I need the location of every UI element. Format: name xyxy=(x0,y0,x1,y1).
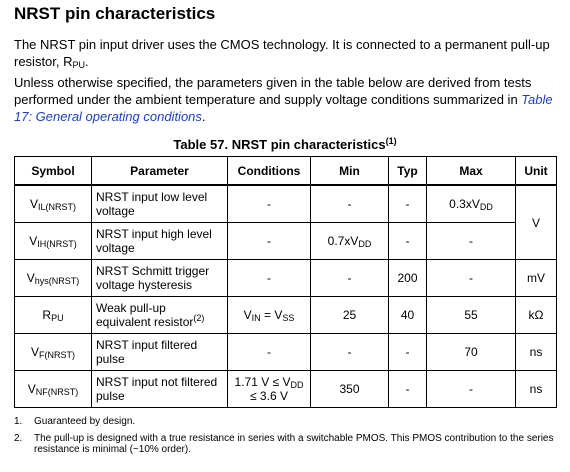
cell-typ: - xyxy=(389,334,427,371)
cell-unit: ns xyxy=(516,371,557,408)
section-heading: NRST pin characteristics xyxy=(14,4,216,23)
cell-max: 55 xyxy=(427,297,516,334)
intro-paragraph xyxy=(14,36,554,70)
cell-parameter: NRST input high level voltage xyxy=(92,223,228,260)
conditions-part-a: V xyxy=(243,308,252,322)
intro-text: The NRST pin input driver uses the CMOS technology. It is connected to a permanent pull-up resistor, R xyxy=(14,37,550,69)
conditions-part-a: 1.71 V ≤ V xyxy=(234,375,291,389)
cell-max: - xyxy=(427,371,516,408)
cell-max: - xyxy=(427,260,516,297)
cell-unit: mV xyxy=(516,260,557,297)
cell-min: 350 xyxy=(311,371,389,408)
cell-unit: V xyxy=(516,185,557,260)
symbol-base: V xyxy=(30,345,39,359)
table-row xyxy=(15,297,557,334)
parameter-text: Weak pull-up equivalent resistor xyxy=(96,301,194,329)
nrst-characteristics-table xyxy=(14,156,557,408)
min-base: 0.7xV xyxy=(327,234,359,248)
conditions-tail: . xyxy=(201,109,206,124)
footnote-item xyxy=(14,433,559,455)
symbol-subscript: F(NRST) xyxy=(39,350,75,360)
cell-symbol xyxy=(15,371,92,408)
intro-tail: . xyxy=(85,54,89,69)
parameter-footnote-ref: (2) xyxy=(193,313,205,323)
header-typ: Typ xyxy=(389,157,427,186)
table-row xyxy=(15,334,557,371)
cell-conditions xyxy=(228,371,311,408)
table-caption-text: Table 57. NRST pin characteristics xyxy=(173,137,386,152)
conditions-part-b: ≤ 3.6 V xyxy=(250,389,288,403)
conditions-sub-a: DD xyxy=(290,380,304,390)
table-row xyxy=(15,223,557,260)
symbol-base: V xyxy=(27,382,36,396)
table-caption-note: (1) xyxy=(385,136,397,146)
symbol-subscript: PU xyxy=(51,313,64,323)
cell-typ: - xyxy=(389,371,427,408)
cell-min: - xyxy=(311,185,389,223)
cell-symbol xyxy=(15,260,92,297)
cell-max: 70 xyxy=(427,334,516,371)
cell-min: 25 xyxy=(311,297,389,334)
symbol-base: R xyxy=(42,308,52,322)
header-conditions: Conditions xyxy=(228,157,311,186)
footnote-item xyxy=(14,416,559,427)
cell-parameter: NRST input filtered pulse xyxy=(92,334,228,371)
cell-symbol xyxy=(15,334,92,371)
conditions-sub-b: SS xyxy=(282,313,295,323)
symbol-base: V xyxy=(29,197,38,211)
table-row xyxy=(15,260,557,297)
conditions-text: Unless otherwise specified, the parameters given in the table below are derived from tests performed under the ambient temperature and supply voltage conditions summarized in xyxy=(14,75,532,107)
cell-max xyxy=(427,185,516,223)
cell-max: - xyxy=(427,223,516,260)
table-header-row xyxy=(15,157,557,186)
cell-parameter: NRST input low level voltage xyxy=(92,185,228,223)
cell-symbol xyxy=(15,185,92,223)
header-unit: Unit xyxy=(516,157,557,186)
cell-unit: kΩ xyxy=(516,297,557,334)
table-caption xyxy=(0,137,570,152)
table-row xyxy=(15,185,557,223)
cell-conditions: - xyxy=(228,334,311,371)
footnote-text: Guaranteed by design. xyxy=(34,416,136,427)
cell-parameter: NRST input not filtered pulse xyxy=(92,371,228,408)
table17-link[interactable]: Table 17: General operating conditions xyxy=(14,92,553,124)
intro-subscript: PU xyxy=(72,60,86,70)
cell-unit: ns xyxy=(516,334,557,371)
cell-typ: - xyxy=(389,223,427,260)
cell-conditions: - xyxy=(228,223,311,260)
cell-symbol xyxy=(15,297,92,334)
cell-typ: - xyxy=(389,185,427,223)
symbol-base: V xyxy=(26,271,35,285)
cell-parameter xyxy=(92,297,228,334)
conditions-sub-a: IN xyxy=(251,313,261,323)
header-parameter: Parameter xyxy=(92,157,228,186)
footnote-text: The pull-up is designed with a true resistance in series with a switchable PMOS. This PMOS contribution to the series resistance is minimal (~10% order). xyxy=(34,433,554,455)
header-max: Max xyxy=(427,157,516,186)
cell-typ: 40 xyxy=(389,297,427,334)
max-subscript: DD xyxy=(479,202,493,212)
min-subscript: DD xyxy=(358,239,372,249)
conditions-paragraph xyxy=(14,74,554,125)
cell-min: - xyxy=(311,260,389,297)
footnote-number: 1. xyxy=(14,416,23,427)
cell-symbol xyxy=(15,223,92,260)
symbol-subscript: hys(NRST) xyxy=(34,276,80,286)
symbol-subscript: NF(NRST) xyxy=(35,387,79,397)
cell-parameter: NRST Schmitt trigger voltage hysteresis xyxy=(92,260,228,297)
header-min: Min xyxy=(311,157,389,186)
max-base: 0.3xV xyxy=(449,197,480,211)
cell-conditions xyxy=(228,297,311,334)
symbol-subscript: IL(NRST) xyxy=(38,202,76,212)
footnotes xyxy=(14,416,559,461)
cell-conditions: - xyxy=(228,185,311,223)
conditions-part-b: = V xyxy=(260,308,283,322)
symbol-subscript: IH(NRST) xyxy=(37,239,77,249)
cell-conditions: - xyxy=(228,260,311,297)
cell-min: - xyxy=(311,334,389,371)
footnote-number: 2. xyxy=(14,433,23,444)
cell-min xyxy=(311,223,389,260)
table-row xyxy=(15,371,557,408)
header-symbol: Symbol xyxy=(15,157,92,186)
cell-typ: 200 xyxy=(389,260,427,297)
symbol-base: V xyxy=(29,234,38,248)
